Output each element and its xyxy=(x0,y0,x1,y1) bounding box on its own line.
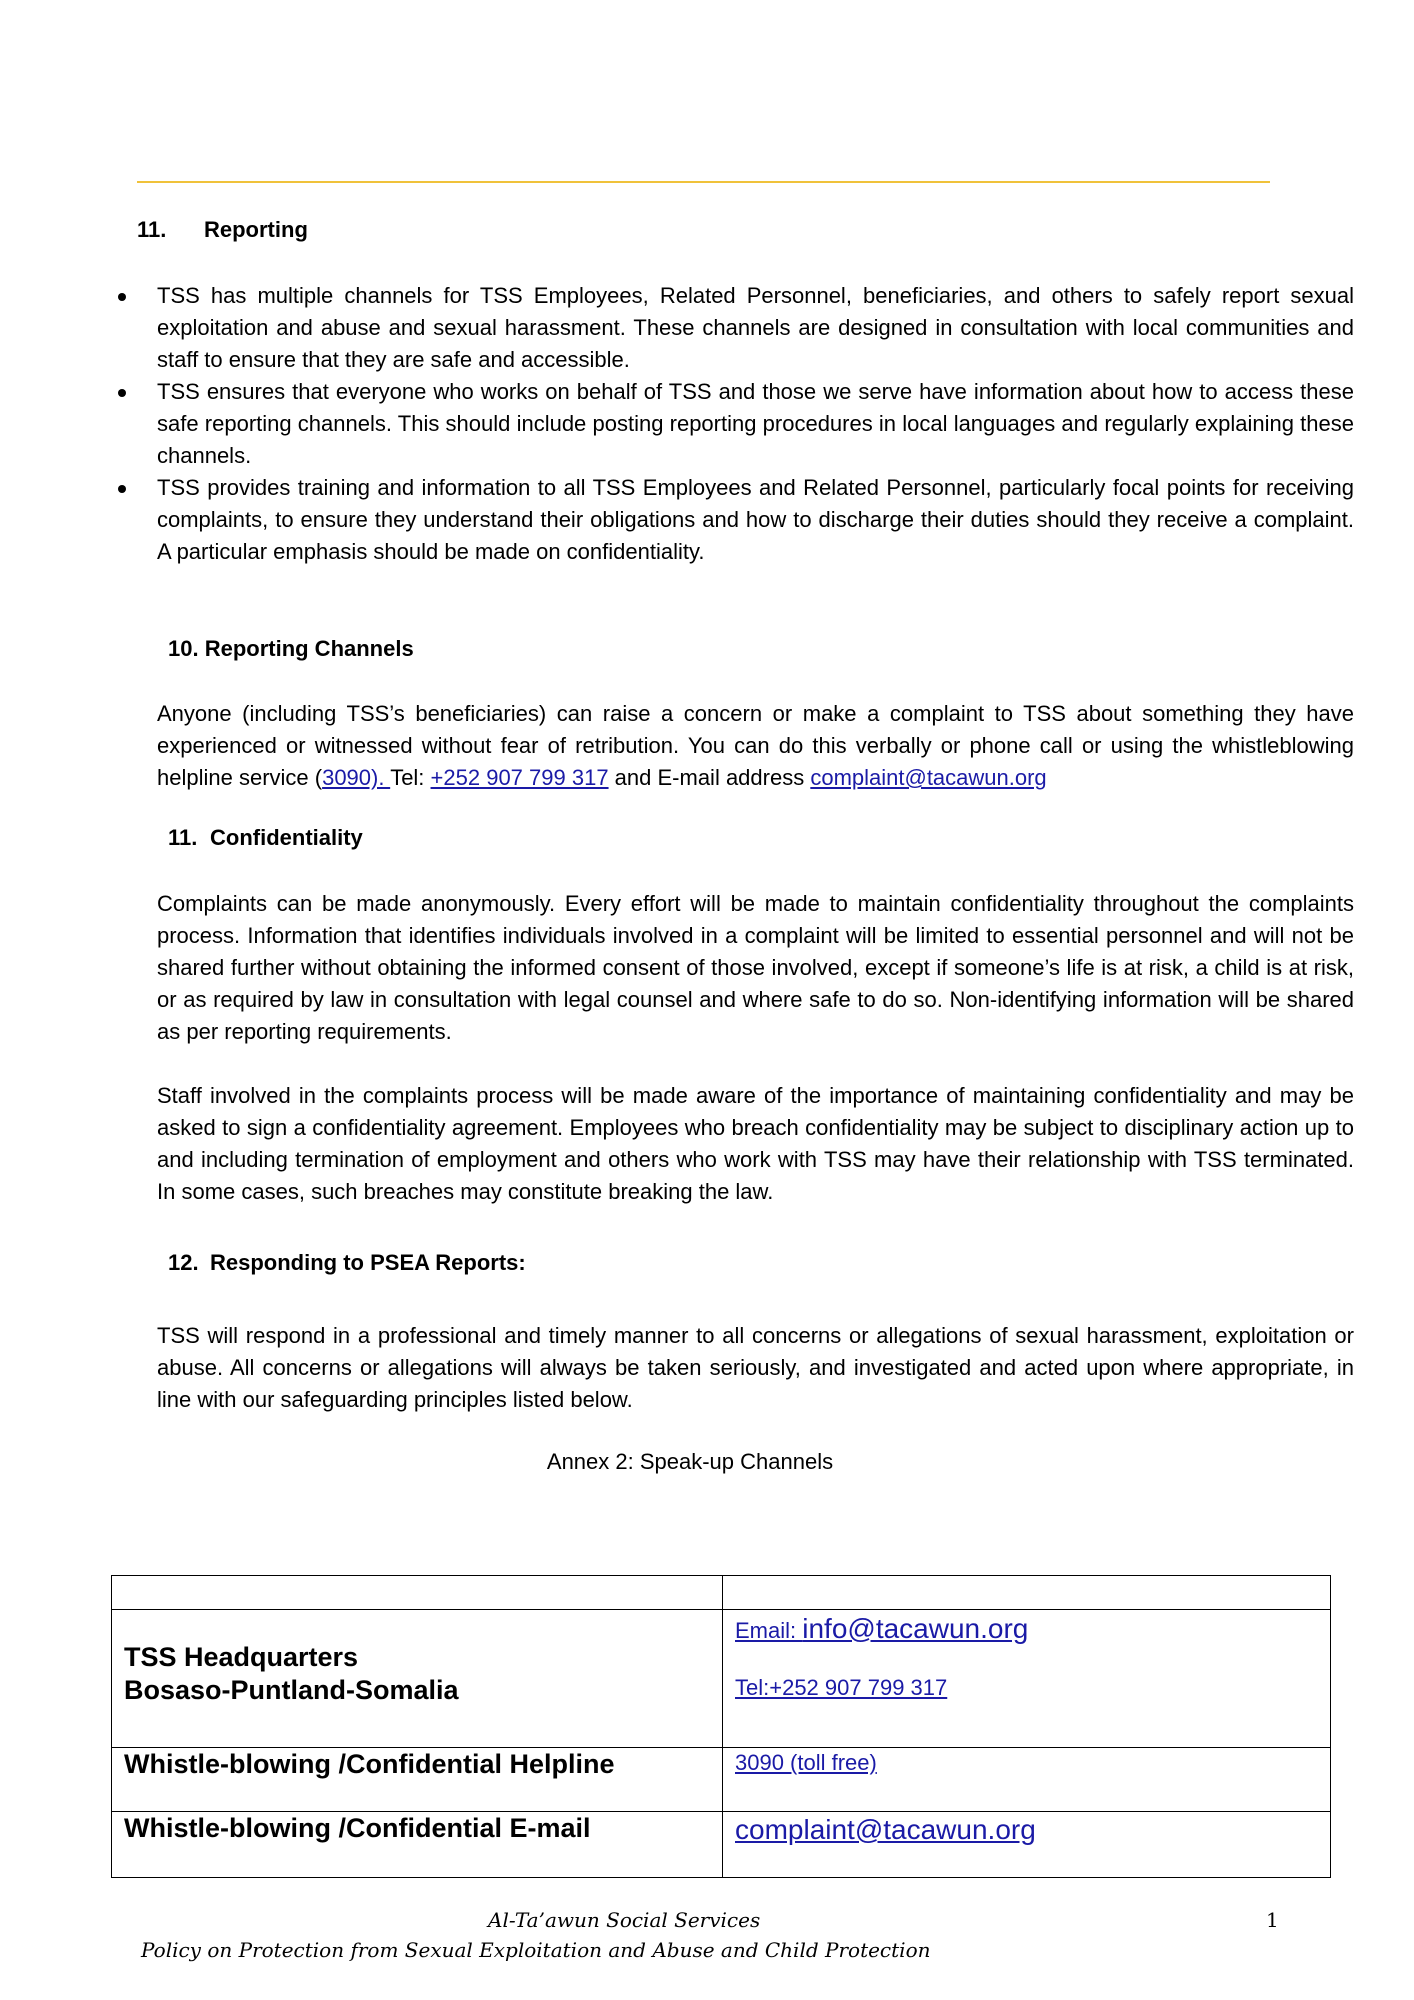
section-heading-reporting-channels: 10. Reporting Channels xyxy=(168,636,414,661)
confidentiality-paragraph-2: Staff involved in the complaints process will be made aware of the importance of maintaining confidentiality and may be asked to sign a confidentiality agreement. Employees who breach confidentiality may be subject to disciplinary action up to and including termination of employment and others who work with TSS may have their relationship with TSS terminated. In some cases, such breaches may constitute breaking the law. xyxy=(157,1083,1354,1204)
bullet-icon xyxy=(118,389,126,397)
table-cell-empty xyxy=(723,1576,1331,1610)
header-rule xyxy=(137,181,1270,183)
footer-org: Al-Ta’awun Social Services xyxy=(488,1908,761,1932)
reporting-bullet-list xyxy=(157,280,1354,568)
section-heading-reporting xyxy=(137,215,308,245)
helpline-value-cell xyxy=(723,1748,1331,1812)
section-heading-responding xyxy=(168,1248,526,1278)
footer-policy: Policy on Protection from Sexual Exploitation and Abuse and Child Protection xyxy=(141,1938,931,1962)
section-heading-confidentiality xyxy=(168,823,363,853)
email-label-cell xyxy=(112,1812,723,1878)
list-item-text: TSS has multiple channels for TSS Employees, Related Personnel, beneficiaries, and others to safely report sexual exploitation and abuse and sexual harassment. These channels are designed in consultation with local communities and staff to ensure that they are safe and accessible. xyxy=(157,283,1354,372)
section-number: 11. xyxy=(137,217,167,242)
confidential-email-label: Whistle-blowing /Confidential E-mail xyxy=(124,1813,591,1843)
helpline-label: Whistle-blowing /Confidential Helpline xyxy=(124,1749,615,1779)
annex-title: Annex 2: Speak-up Channels xyxy=(546,1449,834,1474)
confidentiality-paragraph-1: Complaints can be made anonymously. Every effort will be made to maintain confidentiality throughout the complaints process. Information that identifies individuals involved in a complaint will be limited to essential personnel and will not be shared further without obtaining the informed consent of those involved, except if someone’s life is at risk, a child is at risk, or as required by law in consultation with legal counsel and where safe to do so. Non-identifying information will be shared as per reporting requirements. xyxy=(157,891,1354,1044)
reporting-channels-paragraph xyxy=(157,698,1354,794)
table-row xyxy=(112,1812,1331,1878)
hq-cell xyxy=(112,1610,723,1748)
list-item xyxy=(157,376,1354,472)
helpline-label-cell xyxy=(112,1748,723,1812)
table-row xyxy=(112,1576,1331,1610)
hq-email-label[interactable]: Email: xyxy=(735,1618,803,1643)
hq-name: TSS Headquarters xyxy=(124,1642,359,1672)
table-cell-empty xyxy=(112,1576,723,1610)
section-number: 11. xyxy=(168,825,198,850)
bullet-icon xyxy=(118,485,126,493)
hq-phone-link[interactable]: Tel:+252 907 799 317 xyxy=(735,1675,948,1700)
email-value-cell xyxy=(723,1812,1331,1878)
paragraph-text: Anyone (including TSS’s beneficiaries) can raise a concern or make a complaint to TSS about something they have experienced or witnessed without fear of retribution. You can do this verbally or phone call or using the whistleblowing helpline service ( xyxy=(157,701,1354,790)
footer-page-number: 1 xyxy=(1266,1908,1279,1932)
confidential-email-link[interactable]: complaint@tacawun.org xyxy=(735,1814,1036,1845)
helpline-number-link[interactable]: 3090 (toll free) xyxy=(735,1750,877,1775)
bullet-icon xyxy=(118,293,126,301)
table-row xyxy=(112,1610,1331,1748)
section-number: 12. xyxy=(168,1250,199,1275)
responding-paragraph: TSS will respond in a professional and timely manner to all concerns or allegations of sexual harassment, exploitation or abuse. All concerns or allegations will always be taken seriously, and investigated and acted upon where appropriate, in line with our safeguarding principles listed below. xyxy=(157,1323,1354,1412)
tel-label: Tel: xyxy=(390,765,431,790)
table-row xyxy=(112,1748,1331,1812)
section-title: Reporting xyxy=(204,217,308,242)
phone-link[interactable]: +252 907 799 317 xyxy=(430,765,609,790)
hq-location: Bosaso-Puntland-Somalia xyxy=(124,1675,459,1705)
list-item xyxy=(157,280,1354,376)
section-title: Confidentiality xyxy=(210,825,363,850)
list-item-text: TSS provides training and information to all TSS Employees and Related Personnel, particularly focal points for receiving complaints, to ensure they understand their obligations and how to discharge their duties should they receive a complaint. A particular emphasis should be made on confidentiality. xyxy=(157,475,1354,564)
email-label: and E-mail address xyxy=(608,765,811,790)
list-item xyxy=(157,472,1354,568)
hq-label xyxy=(124,1610,710,1707)
hq-email-link[interactable]: info@tacawun.org xyxy=(802,1613,1029,1644)
speak-up-channels-table xyxy=(111,1575,1331,1878)
list-item-text: TSS ensures that everyone who works on behalf of TSS and those we serve have information about how to access these safe reporting channels. This should include posting reporting procedures in local languages and regularly explaining these channels. xyxy=(157,379,1354,468)
complaint-email-link[interactable]: complaint@tacawun.org xyxy=(810,765,1047,790)
section-title: Responding to PSEA Reports: xyxy=(210,1250,526,1275)
helpline-link[interactable]: 3090). xyxy=(322,765,391,790)
hq-contact-cell xyxy=(723,1610,1331,1748)
